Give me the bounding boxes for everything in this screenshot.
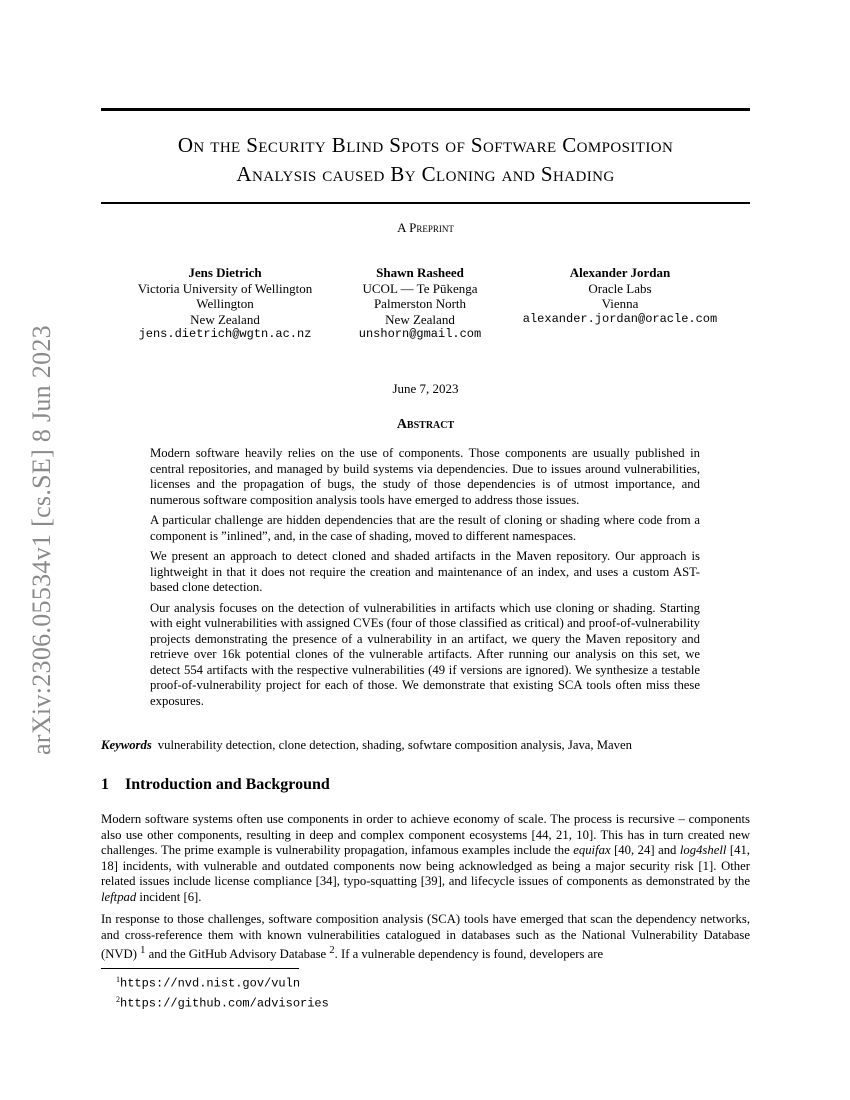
author-affiliation: Victoria University of Wellington xyxy=(137,280,313,296)
emphasis-term: equifax xyxy=(573,843,611,857)
author-block xyxy=(515,265,725,327)
preprint-label: A Preprint xyxy=(397,220,454,235)
footnote-marker[interactable]: 1 xyxy=(140,945,146,956)
footnotes xyxy=(116,972,329,1011)
footnote-rule xyxy=(101,968,299,969)
author-name: Jens Dietrich xyxy=(188,265,262,280)
body-paragraph xyxy=(101,912,750,963)
abstract-paragraph: Modern software heavily relies on the use of components. Those components are usually published in central repositories, and managed by build systems via dependencies. Due to issues around vulnerabilities, licenses and the propagation of bugs, the study of those dependencies is of utmost importance, and numerous software composition analysis tools have emerged to address those issues. xyxy=(150,446,700,507)
footnote-link[interactable]: https://nvd.nist.gov/vuln xyxy=(120,976,301,991)
author-affiliation: UCOL — Te Pūkenga xyxy=(362,280,478,296)
abstract-heading: Abstract xyxy=(396,417,455,432)
footnote-marker[interactable]: 2 xyxy=(329,945,335,956)
footnote: $^2$https://github.com/advisories xyxy=(116,994,329,1011)
text-run: In response to those challenges, software composition analysis (SCA) tools have emerged that scan the dependency networks, and cross-reference them with known vulnerabilities catalogued in databases such as the National Vulnerability Database (NVD) xyxy=(101,912,750,962)
footnote-link[interactable]: https://github.com/advisories xyxy=(120,996,329,1011)
emphasis-term: leftpad xyxy=(101,889,137,904)
title-top-rule xyxy=(101,108,750,111)
keywords-label: Keywords xyxy=(101,738,152,752)
body-text xyxy=(101,812,750,970)
text-run: . If a vulnerable dependency is found, developers are xyxy=(334,947,604,962)
author-country: New Zealand xyxy=(190,311,260,327)
text-run: [41, 18] incidents, with vulnerable and outdated components now being acknowledged as being a major security risk [1]. Other related issues include license compliance [34], typo-squatting [39], and lifecycle issues of components as demonstrated by the xyxy=(101,843,750,888)
text-run: [40, 24] and xyxy=(610,843,680,857)
author-block xyxy=(335,265,505,343)
author-name: Alexander Jordan xyxy=(569,265,671,280)
author-email: alexander.jordan@oracle.com xyxy=(522,311,718,326)
publication-date: June 7, 2023 xyxy=(392,381,459,396)
emphasis-term: log4shell xyxy=(679,843,727,857)
paper-title: On the Security Blind Spots of Software Composition Analysis caused By Cloning and Shading xyxy=(177,133,674,186)
section-number: 1 xyxy=(101,776,109,793)
keywords-list: vulnerability detection, clone detection, shading, sofwtare composition analysis, Java, Maven xyxy=(157,738,632,752)
abstract xyxy=(150,446,700,714)
text-run: incident [6]. xyxy=(136,889,202,904)
text-run: Modern software systems often use components in order to achieve economy of scale. The process is recursive – components also use other components, resulting in deep and complex component ecosystems [44, 21, 10]. This has in turn created new challenges. The prime example is vulnerability propagation, infamous examples include the xyxy=(101,812,750,857)
author-city: Palmerston North xyxy=(373,296,467,311)
author-block xyxy=(125,265,325,343)
author-name: Shawn Rasheed xyxy=(376,265,464,280)
author-affiliation: Oracle Labs xyxy=(588,280,652,296)
text-run: and the GitHub Advisory Database xyxy=(145,947,330,962)
author-city: Wellington xyxy=(196,296,254,311)
body-paragraph xyxy=(101,812,750,905)
abstract-paragraph: A particular challenge are hidden dependencies that are the result of cloning or shading where code from a component is ”inlined”, and, in the case of shading, moved to different namespaces. xyxy=(150,513,700,543)
author-email: unshorn@gmail.com xyxy=(358,327,482,341)
arxiv-identifier: arXiv:2306.05534v1 [cs.SE] 8 Jun 2023 xyxy=(27,325,56,755)
keywords xyxy=(101,738,750,753)
abstract-paragraph: We present an approach to detect cloned and shaded artifacts in the Maven repository. Our approach is lightweight in that it does not require the creation and maintenance of an index, and uses a custom AST-based clone detection. xyxy=(150,549,700,594)
author-email: jens.dietrich@wgtn.ac.nz xyxy=(138,327,312,341)
author-city: Vienna xyxy=(601,296,639,311)
abstract-paragraph: Our analysis focuses on the detection of vulnerabilities in artifacts which use cloning or shading. Starting with eight vulnerabilities with assigned CVEs (four of those classified as critical) and proof-of-vulnerability projects demonstrating the presence of a vulnerability in an artifact, we query the Maven repository and retrieve over 16k potential clones of the vulnerable artifacts. After running our analysis on this set, we detect 554 artifacts with the respective vulnerabilities (49 if versions are ignored). We synthesize a testable proof-of-vulnerability project for each of those. We demonstrate that existing SCA tools often miss these exposures. xyxy=(150,600,700,708)
title-bottom-rule xyxy=(101,202,750,204)
section-title: Introduction and Background xyxy=(125,776,330,793)
footnote: $^1$https://nvd.nist.gov/vuln xyxy=(116,975,301,991)
author-country: New Zealand xyxy=(385,311,455,327)
section-heading xyxy=(101,776,330,794)
